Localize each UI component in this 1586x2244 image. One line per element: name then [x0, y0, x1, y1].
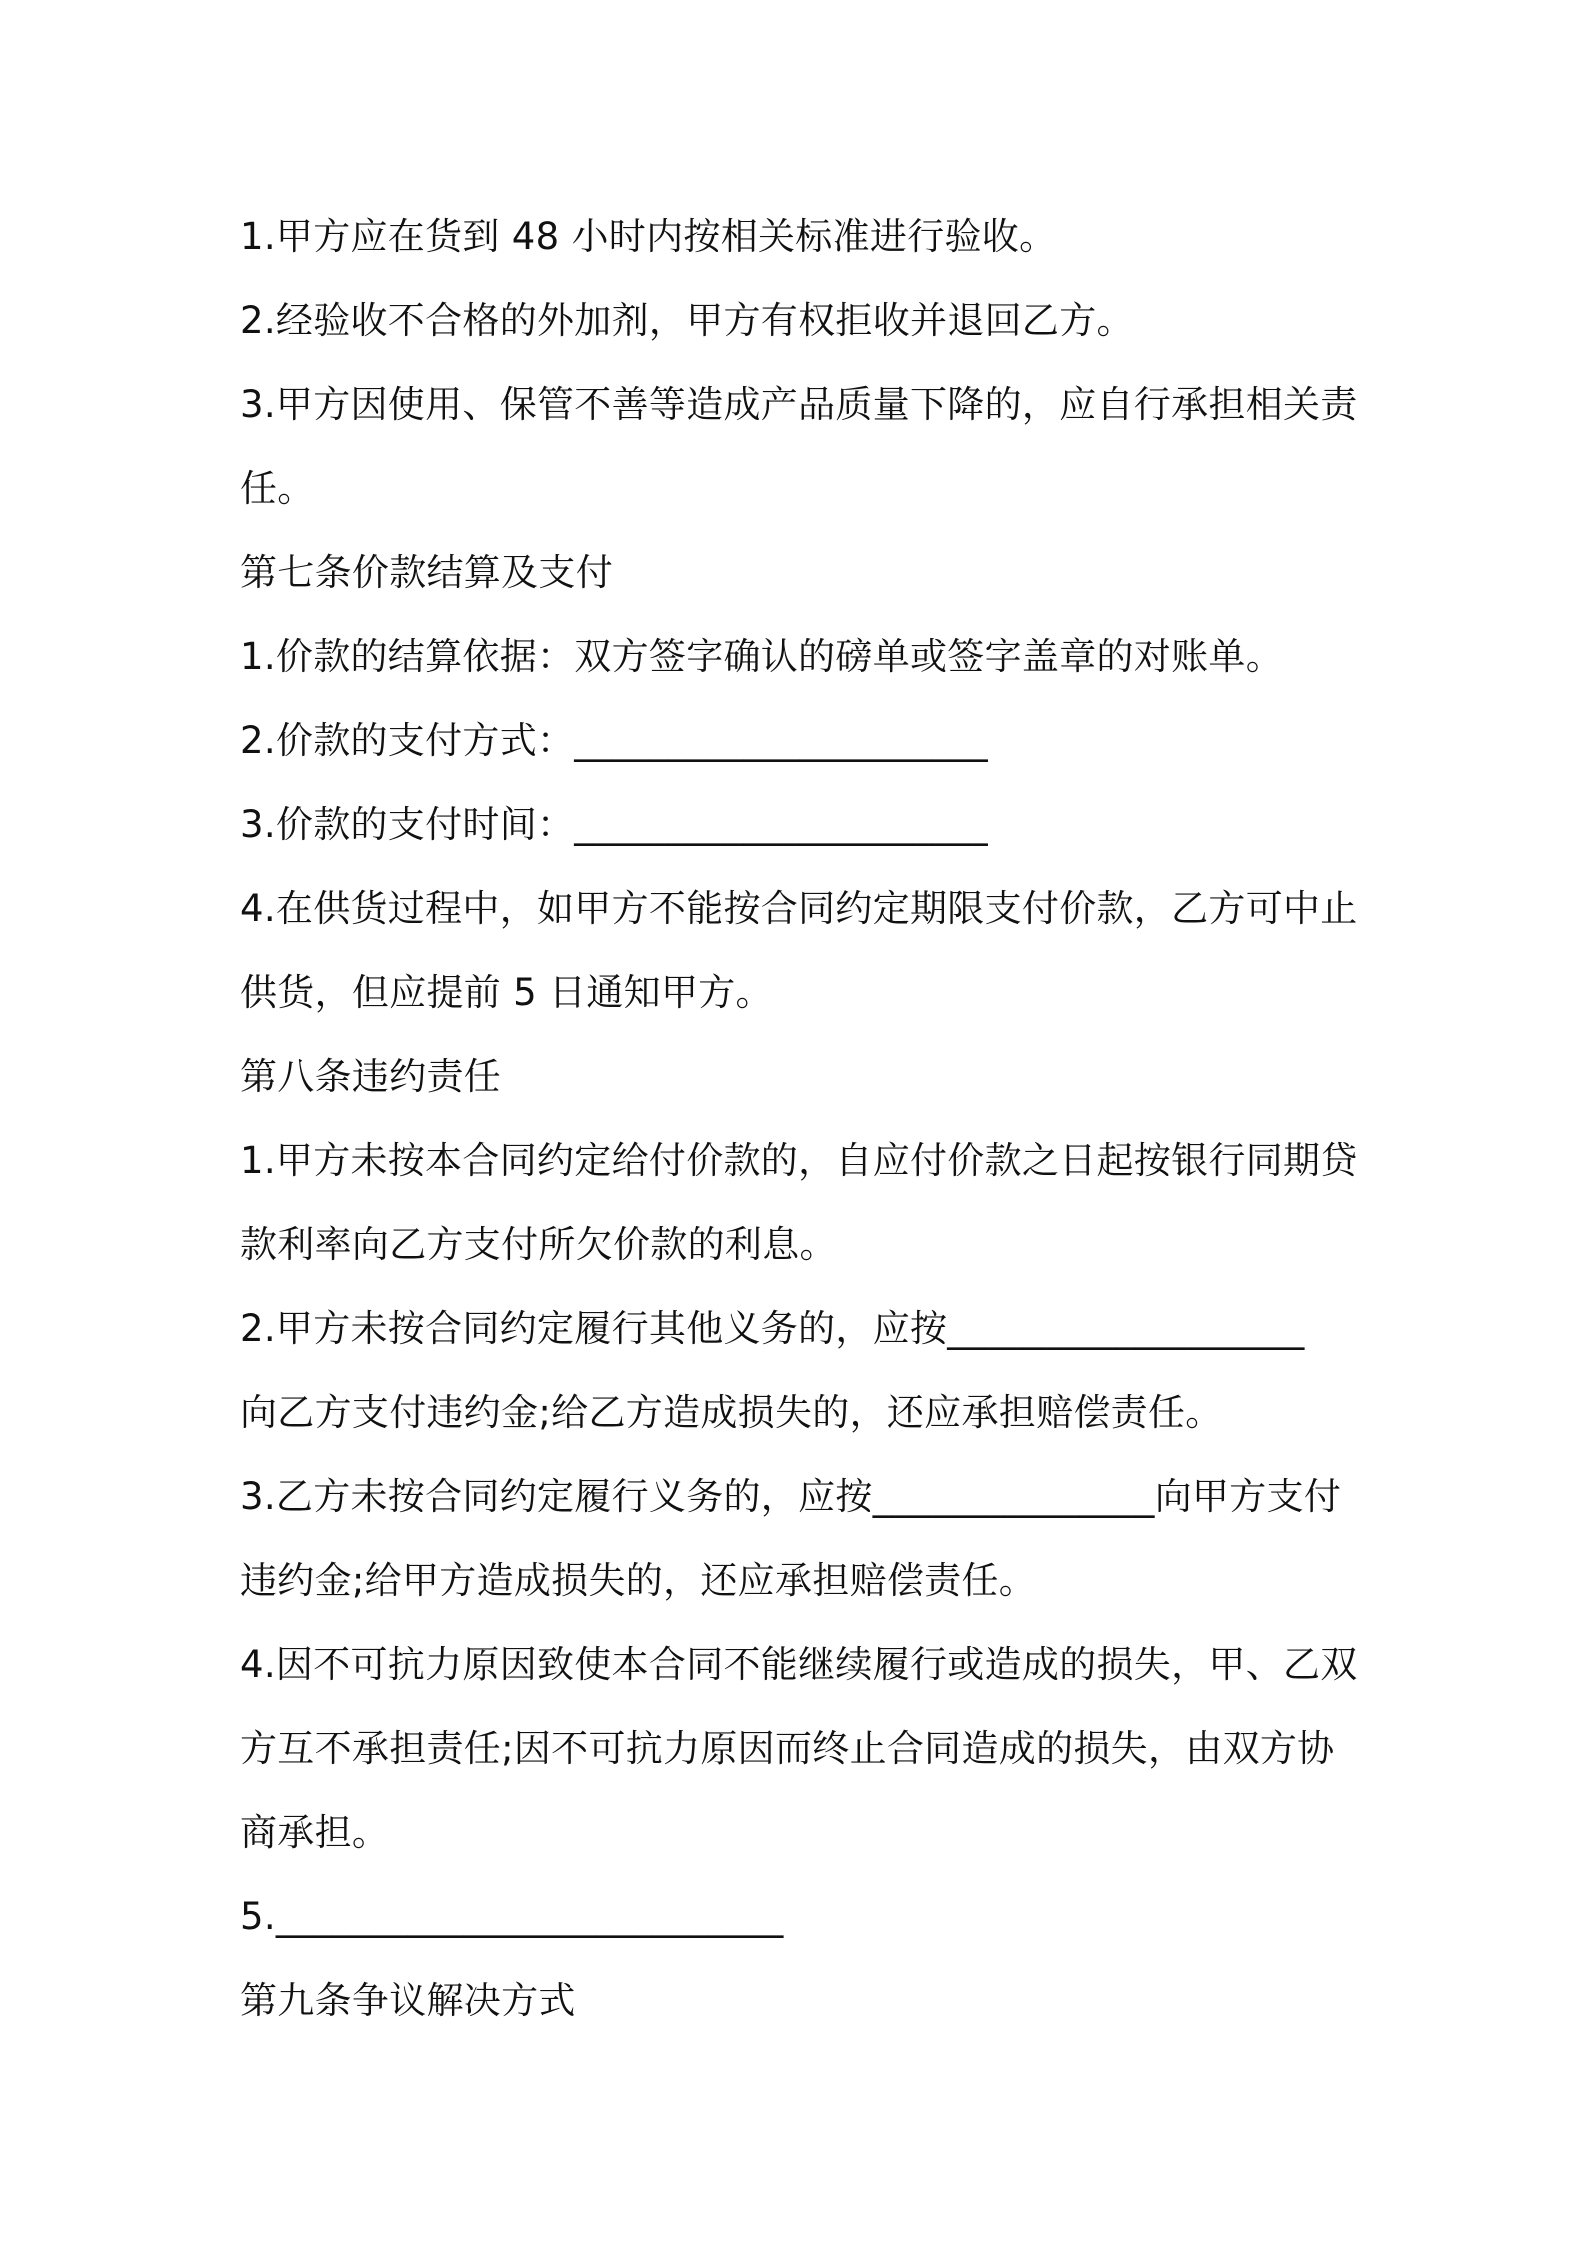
document-body — [240, 195, 1360, 2043]
clause-line: 2.经验收不合格的外加剂，甲方有权拒收并退回乙方。 — [240, 299, 1134, 342]
clause-line: 3.乙方未按合同约定履行义务的，应按_______________向甲方支付 — [240, 1475, 1342, 1518]
clause-line: 3.甲方因使用、保管不善等造成产品质量下降的，应自行承担相关责 — [240, 383, 1358, 426]
clause-line: 违约金;给甲方造成损失的，还应承担赔偿责任。 — [240, 1559, 1037, 1602]
clause-line: 2.甲方未按合同约定履行其他义务的，应按___________________ — [240, 1307, 1305, 1350]
clause-line: 2.价款的支付方式：______________________ — [240, 719, 988, 762]
clause-line: 5.___________________________ — [240, 1895, 784, 1938]
article-heading: 第九条争议解决方式 — [240, 1979, 576, 2022]
clause-line: 3.价款的支付时间：______________________ — [240, 803, 988, 846]
article-heading: 第七条价款结算及支付 — [240, 551, 613, 594]
clause-line: 方互不承担责任;因不可抗力原因而终止合同造成的损失，由双方协 — [240, 1727, 1335, 1770]
clause-line: 1.甲方应在货到 48 小时内按相关标准进行验收。 — [240, 215, 1057, 258]
clause-line: 4.在供货过程中，如甲方不能按合同约定期限支付价款，乙方可中止 — [240, 887, 1358, 930]
clause-line: 供货，但应提前 5 日通知甲方。 — [240, 971, 773, 1014]
clause-line: 1.价款的结算依据：双方签字确认的磅单或签字盖章的对账单。 — [240, 635, 1283, 678]
clause-line: 4.因不可抗力原因致使本合同不能继续履行或造成的损失，甲、乙双 — [240, 1643, 1358, 1686]
clause-line: 款利率向乙方支付所欠价款的利息。 — [240, 1223, 837, 1266]
clause-line: 商承担。 — [240, 1811, 390, 1854]
clause-line: 任。 — [240, 467, 315, 510]
clause-line: 1.甲方未按本合同约定给付价款的，自应付价款之日起按银行同期贷 — [240, 1139, 1358, 1182]
article-heading: 第八条违约责任 — [240, 1055, 502, 1098]
clause-line: 向乙方支付违约金;给乙方造成损失的，还应承担赔偿责任。 — [240, 1391, 1223, 1434]
